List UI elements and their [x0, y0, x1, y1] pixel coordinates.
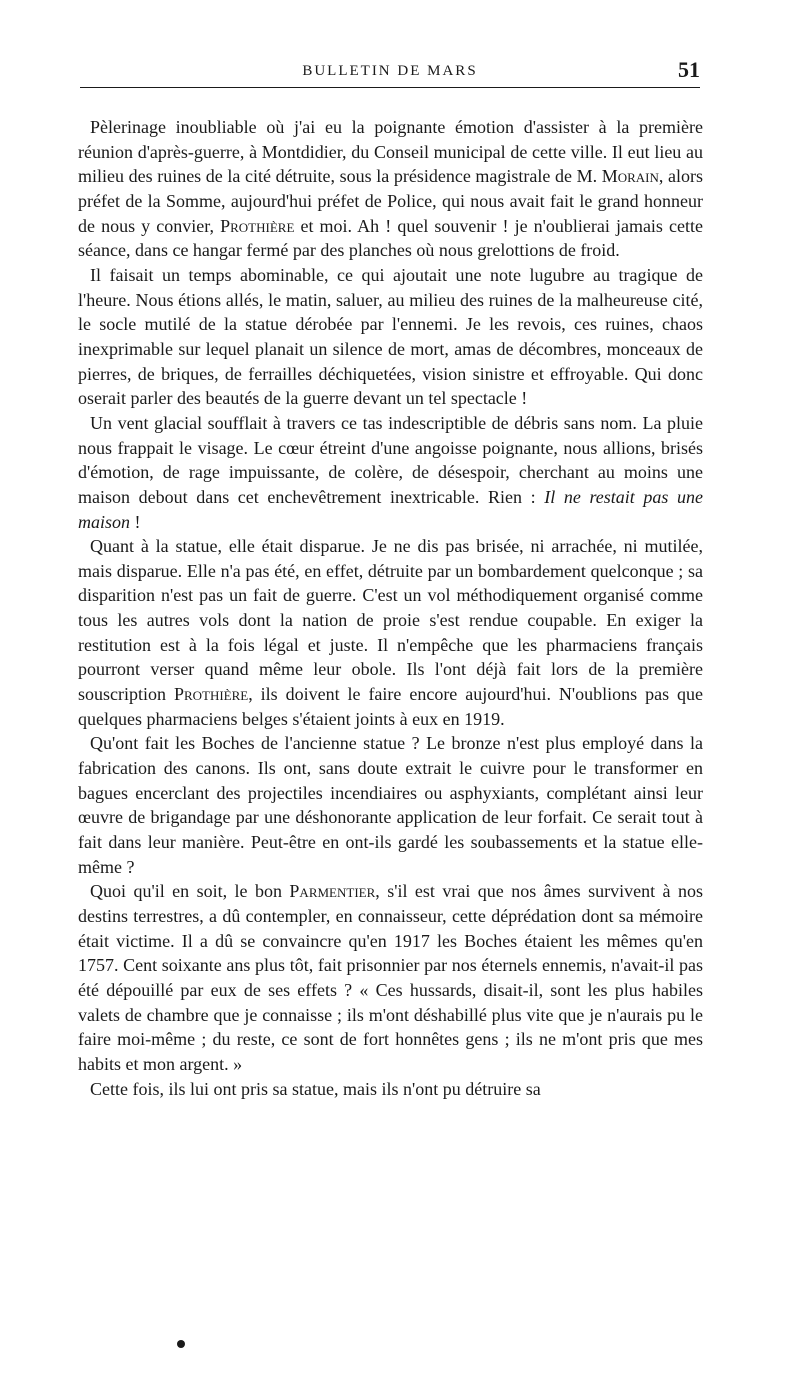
proper-name: Prothière	[220, 215, 295, 236]
running-head: BULLETIN DE MARS	[302, 63, 478, 79]
text-segment: , alors préfet de la Somme, aujourd'hui préfet de Police, qui nous avait fait le grand honneur de nous y convier,	[78, 166, 703, 236]
text-segment: Cette fois, ils lui ont pris sa statue, mais ils n'ont pu détruire sa	[90, 1078, 541, 1099]
text-segment: , ils doivent le faire encore aujourd'hui. N'oublions pas que quelques pharmaciens belges s'étaient joints à eux en 1919.	[78, 684, 703, 729]
ink-dot	[177, 1340, 185, 1348]
body-text	[78, 115, 703, 1101]
text-segment: Quoi qu'il en soit, le bon	[90, 881, 290, 902]
page-number: 51	[678, 57, 700, 82]
page-header	[80, 55, 700, 88]
proper-name: Morain	[601, 166, 659, 187]
paragraph	[78, 1077, 703, 1102]
paragraph	[78, 731, 703, 879]
emphasis-text: Il ne restait pas une maison	[78, 486, 703, 532]
text-segment: Il faisait un temps abominable, ce qui ajoutait une note lugubre au tragique de l'heure. Nous étions allés, le matin, saluer, au milieu des ruines de la malheureuse cité, le socle mutilé de la statue dérobée par l'ennemi. Je les revois, ces ruines, chaos inexprimable sur lequel planait un silence de mort, amas de décombres, monceaux de pierres, de briques, de ferrailles déchiquetées, vision sinistre et effroyable. Qui donc oserait parler des beautés de la guerre devant un tel spectacle !	[78, 264, 703, 409]
text-segment: Un vent glacial soufflait à travers ce tas indescriptible de débris sans nom. La pluie nous frappait le visage. Le cœur étreint d'une angoisse poignante, nous allions, brisés d'émotion, de rage impuissante, de colère, de désespoir, cherchant au moins une maison debout dans cet enchevêtrement inextricable. Rien :	[78, 412, 703, 507]
text-segment: !	[130, 511, 141, 532]
text-segment: Qu'ont fait les Boches de l'ancienne statue ? Le bronze n'est plus employé dans la fabrication des canons. Ils ont, sans doute extrait le cuivre pour le transformer en bagues encerclant des projectiles incendiaires ou asphyxiants, complétant ainsi leur œuvre de brigandage par une déshonorante application de leur forfait. Ce serait tout à fait dans leur manière. Peut-être en ont-ils gardé les soubassements et la statue elle-même ?	[78, 733, 703, 877]
paragraph	[78, 263, 703, 411]
proper-name: Parmentier	[289, 881, 376, 902]
paragraph	[78, 879, 703, 1076]
paragraph	[78, 534, 703, 731]
text-segment: Pèlerinage inoubliable où j'ai eu la poignante émotion d'assister à la première réunion d'après-guerre, à Montdidier, du Conseil municipal de cette ville. Il eut lieu au milieu des ruines de la cité détruite, sous la présidence magistrale de M.	[78, 117, 703, 187]
proper-name: Prothière	[173, 684, 249, 705]
paragraph	[78, 411, 703, 534]
text-segment: et moi. Ah ! quel souvenir ! je n'oublierai jamais cette séance, dans ce hangar fermé par des planches où nous grelottions de froid.	[78, 215, 703, 261]
text-segment: Quant à la statue, elle était disparue. Je ne dis pas brisée, ni arrachée, ni mutilée, mais disparue. Elle n'a pas été, en effet, détruite par un bombardement quelconque ; sa disparition n'est pas un fait de guerre. C'est un vol méthodiquement organisé comme tous les autres vols dont la nation de proie s'est rendue coupable. En exiger la restitution est à la fois légal et juste. Il n'empêche que les pharmaciens français pourront verser quand même leur obole. Ils l'ont déjà fait lors de la première souscription	[78, 536, 703, 705]
text-segment: , s'il est vrai que nos âmes survivent à nos destins terrestres, a dû contempler, en connaisseur, cette déprédation dont sa mémoire était victime. Il a dû se convaincre qu'en 1917 les Boches étaient les mêmes qu'en 1757. Cent soixante ans plus tôt, fait prisonnier par nos éternels ennemis, n'avait-il pas été dépouillé par eux de ses effets ? « Ces hussards, disait-il, sont les plus habiles valets de chambre que je connaisse ; ils m'ont déshabillé plus vite que je n'aurais pu le faire moi-même ; du reste, ce sont de fort honnêtes gens ; ils ne m'ont pris que mes habits et mon argent. »	[78, 881, 703, 1074]
paragraph	[78, 115, 703, 263]
